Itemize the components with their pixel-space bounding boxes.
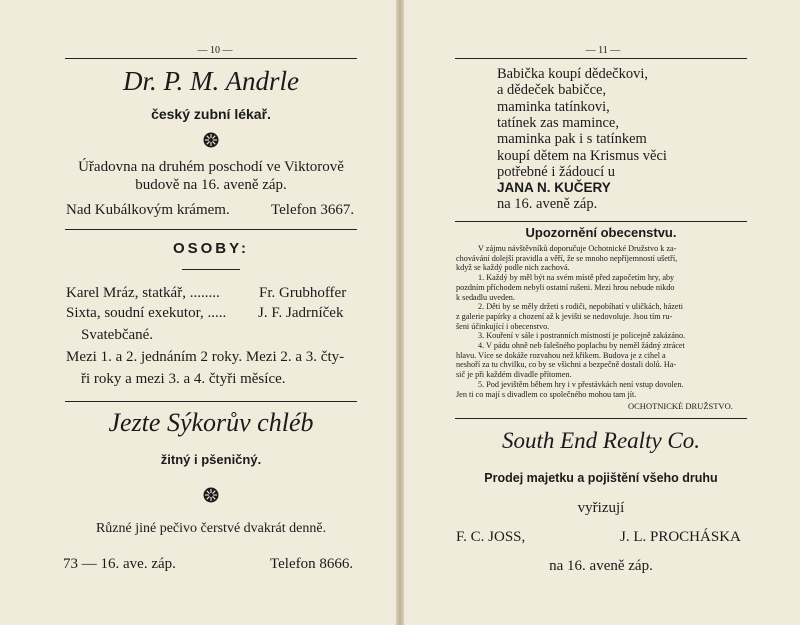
cast-row1-left: Karel Mráz, statkář, ........ [66, 285, 220, 301]
ad-realty-company: South End Realty Co. [501, 428, 701, 453]
ad-realty-agent2: J. L. PROCHÁSKA [620, 529, 741, 545]
ad-realty-tagline: Prodej majetku a pojištění všeho druhu [484, 471, 718, 485]
notice-line: Jen ti co mají s divadlem co společného mohou tam jít. [456, 389, 637, 399]
cast-row4: Mezi 1. a 2. jednáním 2 roky. Mezi 2. a 3. čty- [66, 349, 345, 365]
cast-row5: ři roky a mezi 3. a 4. čtyři měsíce. [81, 371, 286, 387]
notice-line: 3. Kouření v sále i postranních místností je policejně zakázáno. [478, 331, 686, 341]
ad-dentist-phone: Telefon 3667. [271, 202, 355, 218]
ornament-icon [203, 487, 219, 503]
notice-title: Upozornění obecenstvu. [525, 225, 677, 240]
poem-line: Babička koupí dědečkovi, [497, 66, 648, 82]
ad-bakery-line: Různé jiné pečivo čerstvé dvakrát denně. [95, 521, 327, 536]
notice-line: když se každý podle nich zachová. [456, 263, 570, 273]
page-number-left: — 10 — [197, 45, 233, 56]
page-number-right: — 11 — [585, 45, 621, 56]
notice-line: šeni účinkující i obecenstvo. [456, 321, 550, 331]
ad-realty-address: na 16. aveně záp. [549, 558, 653, 574]
ad-dentist-name: Dr. P. M. Andrle [122, 66, 299, 96]
notice-line: z galerie papírky a chození až k jevišti se nedovoluje. Jsou tím ru- [456, 311, 673, 321]
divider [455, 418, 747, 419]
divider [65, 401, 357, 402]
notice-line: 4. V pádu ohně neb falešného poplachu by neměl žádný ztrácet [478, 341, 685, 350]
notice-line: 5. Pod jevištěm během hry i v přestávkách není vstup dovolen. [478, 379, 684, 389]
divider [455, 58, 747, 59]
short-divider [182, 269, 240, 270]
notice-signature: OCHOTNICKÉ DRUŽSTVO. [628, 401, 733, 411]
poem-line: maminka pak i s tatínkem [497, 131, 647, 148]
divider [65, 229, 357, 230]
divider [65, 58, 357, 59]
notice-line: pozdním příchodem nebyli ostatní rušeni. Mezi hrou nebude nikdo [456, 282, 675, 292]
ad-dentist-title: český zubní lékař. [151, 106, 271, 122]
ad-bakery-sub: žitný i pšeničný. [160, 452, 262, 467]
ad-realty-agent1: F. C. JOSS, [456, 529, 526, 545]
cast-heading: OSOBY: [172, 240, 250, 257]
ad-dentist-line2: budově na 16. aveně záp. [135, 177, 287, 193]
ad-bakery-headline: Jezte Sýkorův chléb [108, 408, 314, 437]
cast-row2-left: Sixta, soudní exekutor, ..... [66, 305, 227, 321]
ad-dentist-location: Nad Kubálkovým krámem. [66, 202, 230, 218]
poem-line: a dědeček babičce, [497, 82, 607, 99]
ad-bakery-address: 73 — 16. ave. záp. [63, 556, 176, 572]
page-fold [396, 0, 404, 625]
cast-row1-right: Fr. Grubhoffer [259, 285, 347, 301]
cast-row3: Svatebčané. [81, 327, 154, 343]
notice-line: neshoří za tu chvilku, co by se všichni a bezpečně dostali dolů. Ha- [456, 360, 677, 370]
notice-line: V zájmu návštěvníků doporučuje Ochotnické Družstvo k za- [478, 244, 677, 253]
notice-line: 2. Děti by se měly držeti s rodiči, nepobíhatí v uličkách, házeti [478, 302, 684, 312]
poem-line: koupí dětem na Krismus věci [497, 147, 667, 164]
notice-line: sič je při každém divadle přítomen. [456, 370, 572, 380]
notice-line: k sedadlu uveden. [456, 292, 515, 302]
ad-bakery-phone: Telefon 8666. [270, 556, 354, 572]
poem-line: tatínek zas mamince, [497, 114, 619, 131]
ornament-icon [203, 132, 219, 148]
notice-line: hlavu. Více se dokáže rozvahou než křikem. Budova je z cihel a [456, 350, 666, 360]
divider [455, 221, 747, 222]
notice-line: chovávání dolejší pravidla a věří, že se mnoho nepříjemností ušetří, [456, 253, 678, 263]
cast-row2-right: J. F. Jadrníček [258, 305, 344, 321]
notice-line: 1. Každý by měl být na svém místě před započetím hry, aby [478, 273, 675, 283]
poem-line: na 16. aveně záp. [497, 196, 598, 213]
poem-line: JANA N. KUČERY [497, 180, 611, 196]
poem-line: potřebné i žádoucí u [497, 163, 615, 180]
poem-line: maminka tatínkovi, [497, 98, 610, 115]
ad-dentist-line1: Úřadovna na druhém poschodí ve Viktorově [78, 159, 344, 175]
ad-realty-handled: vyřizují [577, 500, 625, 516]
